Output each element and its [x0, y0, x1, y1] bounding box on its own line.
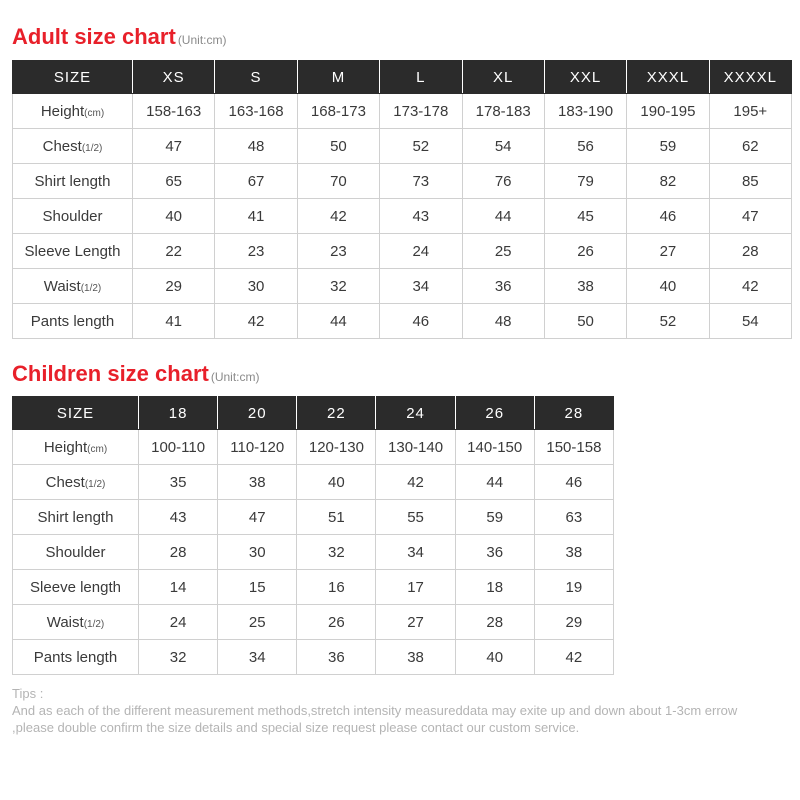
table-cell: 79 — [544, 164, 626, 199]
adult-title-text: Adult size chart — [12, 24, 176, 49]
children-size-chart-title — [12, 361, 260, 387]
table-cell: 32 — [139, 640, 218, 675]
table-cell: 38 — [544, 269, 626, 304]
children-size-col-header: 28 — [534, 397, 613, 430]
table-cell: 44 — [455, 465, 534, 500]
table-cell: 43 — [380, 199, 462, 234]
table-cell: 67 — [215, 164, 297, 199]
row-label-text: Shoulder — [42, 207, 103, 225]
adult-header-row — [13, 61, 792, 94]
table-cell: 52 — [627, 304, 709, 339]
row-label — [13, 269, 133, 304]
tips-heading: Tips : — [12, 686, 44, 701]
table-cell: 47 — [218, 500, 297, 535]
table-cell: 19 — [534, 570, 613, 605]
table-cell: 42 — [376, 465, 455, 500]
row-label — [13, 234, 133, 269]
tips-text: And as each of the different measurement methods,stretch intensity measureddata may exite up and down about 1-3cm errow ,please double confirm the size details and special size request please contact our custom service. — [12, 703, 738, 735]
children-unit-text: (Unit:cm) — [210, 370, 260, 384]
table-cell: 22 — [133, 234, 215, 269]
table-cell: 73 — [380, 164, 462, 199]
row-label-text: Shirt length — [34, 172, 111, 190]
table-cell: 14 — [139, 570, 218, 605]
table-cell: 28 — [139, 535, 218, 570]
table-cell: 44 — [297, 304, 379, 339]
table-cell: 36 — [297, 640, 376, 675]
adult-size-col-header: XXL — [544, 61, 626, 94]
table-cell: 85 — [709, 164, 791, 199]
row-label-subscript: (cm) — [84, 107, 105, 119]
table-cell: 34 — [376, 535, 455, 570]
table-cell: 38 — [218, 465, 297, 500]
table-cell: 70 — [297, 164, 379, 199]
row-label-text: Chest — [42, 137, 82, 155]
table-cell: 16 — [297, 570, 376, 605]
table-row — [13, 269, 792, 304]
row-label — [13, 199, 133, 234]
table-cell: 46 — [627, 199, 709, 234]
table-cell: 29 — [133, 269, 215, 304]
table-row — [13, 199, 792, 234]
table-cell: 24 — [139, 605, 218, 640]
row-label — [13, 500, 139, 535]
children-table-body — [13, 430, 614, 675]
table-cell: 40 — [455, 640, 534, 675]
table-row — [13, 605, 614, 640]
table-cell: 34 — [218, 640, 297, 675]
table-cell: 178-183 — [462, 94, 544, 129]
table-row — [13, 500, 614, 535]
adult-size-col-header: M — [297, 61, 379, 94]
table-cell: 59 — [455, 500, 534, 535]
table-cell: 26 — [544, 234, 626, 269]
table-row — [13, 465, 614, 500]
table-cell: 34 — [380, 269, 462, 304]
table-cell: 26 — [297, 605, 376, 640]
table-cell: 41 — [133, 304, 215, 339]
table-cell: 46 — [534, 465, 613, 500]
table-cell: 44 — [462, 199, 544, 234]
table-row — [13, 164, 792, 199]
adult-size-col-header: XL — [462, 61, 544, 94]
table-cell: 173-178 — [380, 94, 462, 129]
table-cell: 25 — [218, 605, 297, 640]
table-cell: 120-130 — [297, 430, 376, 465]
row-label-text: Chest — [45, 473, 85, 491]
table-cell: 100-110 — [139, 430, 218, 465]
table-cell: 150-158 — [534, 430, 613, 465]
table-cell: 158-163 — [133, 94, 215, 129]
table-cell: 38 — [376, 640, 455, 675]
row-label-subscript: (1/2) — [80, 282, 102, 294]
table-cell: 130-140 — [376, 430, 455, 465]
row-label — [13, 129, 133, 164]
table-cell: 55 — [376, 500, 455, 535]
children-size-col-header: 22 — [297, 397, 376, 430]
adult-size-col-header: XS — [133, 61, 215, 94]
table-cell: 110-120 — [218, 430, 297, 465]
table-cell: 63 — [534, 500, 613, 535]
table-row — [13, 94, 792, 129]
children-title-text: Children size chart — [12, 361, 209, 386]
table-cell: 42 — [709, 269, 791, 304]
row-label — [13, 570, 139, 605]
children-size-col-header: 18 — [139, 397, 218, 430]
row-label — [13, 164, 133, 199]
children-size-col-header: 20 — [218, 397, 297, 430]
table-row — [13, 535, 614, 570]
row-label-subscript: (cm) — [87, 443, 108, 455]
row-label — [13, 535, 139, 570]
table-cell: 42 — [297, 199, 379, 234]
table-cell: 28 — [709, 234, 791, 269]
row-label-text: Shoulder — [45, 543, 106, 561]
table-cell: 27 — [376, 605, 455, 640]
table-cell: 29 — [534, 605, 613, 640]
table-cell: 51 — [297, 500, 376, 535]
row-label — [13, 94, 133, 129]
row-label-subscript: (1/2) — [83, 618, 105, 630]
table-row — [13, 640, 614, 675]
adult-size-col-header: S — [215, 61, 297, 94]
row-label-text: Height — [43, 438, 88, 456]
table-cell: 54 — [462, 129, 544, 164]
table-cell: 47 — [133, 129, 215, 164]
row-label-text: Shirt length — [37, 508, 114, 526]
adult-size-col-header: L — [380, 61, 462, 94]
row-label — [13, 465, 139, 500]
row-label-subscript: (1/2) — [84, 478, 106, 490]
table-cell: 30 — [215, 269, 297, 304]
table-cell: 30 — [218, 535, 297, 570]
row-label-text: Sleeve length — [30, 578, 121, 596]
table-cell: 24 — [380, 234, 462, 269]
children-size-header: SIZE — [13, 397, 139, 430]
table-cell: 40 — [627, 269, 709, 304]
row-label-text: Sleeve Length — [24, 242, 121, 260]
table-cell: 42 — [534, 640, 613, 675]
table-cell: 56 — [544, 129, 626, 164]
table-cell: 15 — [218, 570, 297, 605]
table-cell: 35 — [139, 465, 218, 500]
children-size-col-header: 24 — [376, 397, 455, 430]
table-cell: 17 — [376, 570, 455, 605]
children-size-table — [12, 396, 614, 675]
table-cell: 48 — [462, 304, 544, 339]
table-cell: 23 — [297, 234, 379, 269]
row-label — [13, 430, 139, 465]
tips-note — [12, 685, 782, 736]
table-cell: 52 — [380, 129, 462, 164]
row-label-text: Waist — [43, 277, 81, 295]
row-label — [13, 640, 139, 675]
table-cell: 40 — [133, 199, 215, 234]
table-cell: 36 — [455, 535, 534, 570]
table-cell: 42 — [215, 304, 297, 339]
adult-size-col-header: XXXL — [627, 61, 709, 94]
table-cell: 82 — [627, 164, 709, 199]
table-cell: 163-168 — [215, 94, 297, 129]
table-row — [13, 304, 792, 339]
table-cell: 46 — [380, 304, 462, 339]
table-cell: 54 — [709, 304, 791, 339]
table-cell: 36 — [462, 269, 544, 304]
table-cell: 62 — [709, 129, 791, 164]
table-cell: 183-190 — [544, 94, 626, 129]
children-size-col-header: 26 — [455, 397, 534, 430]
table-cell: 32 — [297, 535, 376, 570]
table-cell: 27 — [627, 234, 709, 269]
table-cell: 23 — [215, 234, 297, 269]
table-cell: 168-173 — [297, 94, 379, 129]
table-cell: 190-195 — [627, 94, 709, 129]
table-cell: 195+ — [709, 94, 791, 129]
row-label-subscript: (1/2) — [81, 142, 103, 154]
table-cell: 32 — [297, 269, 379, 304]
adult-size-header: SIZE — [13, 61, 133, 94]
table-cell: 50 — [544, 304, 626, 339]
table-cell: 59 — [627, 129, 709, 164]
table-cell: 48 — [215, 129, 297, 164]
table-row — [13, 430, 614, 465]
row-label-text: Pants length — [33, 648, 118, 666]
table-cell: 25 — [462, 234, 544, 269]
table-cell: 18 — [455, 570, 534, 605]
row-label-text: Height — [40, 102, 85, 120]
table-cell: 76 — [462, 164, 544, 199]
children-header-row — [13, 397, 614, 430]
table-row — [13, 570, 614, 605]
row-label-text: Waist — [46, 613, 84, 631]
table-cell: 45 — [544, 199, 626, 234]
table-cell: 28 — [455, 605, 534, 640]
table-cell: 41 — [215, 199, 297, 234]
adult-size-chart-title — [12, 24, 226, 50]
table-row — [13, 129, 792, 164]
adult-unit-text: (Unit:cm) — [177, 33, 227, 47]
table-cell: 38 — [534, 535, 613, 570]
row-label — [13, 605, 139, 640]
table-cell: 43 — [139, 500, 218, 535]
adult-size-table — [12, 60, 792, 339]
table-cell: 40 — [297, 465, 376, 500]
row-label — [13, 304, 133, 339]
table-cell: 50 — [297, 129, 379, 164]
table-cell: 140-150 — [455, 430, 534, 465]
table-cell: 65 — [133, 164, 215, 199]
adult-size-col-header: XXXXL — [709, 61, 791, 94]
adult-table-body — [13, 94, 792, 339]
table-cell: 47 — [709, 199, 791, 234]
row-label-text: Pants length — [30, 312, 115, 330]
table-row — [13, 234, 792, 269]
